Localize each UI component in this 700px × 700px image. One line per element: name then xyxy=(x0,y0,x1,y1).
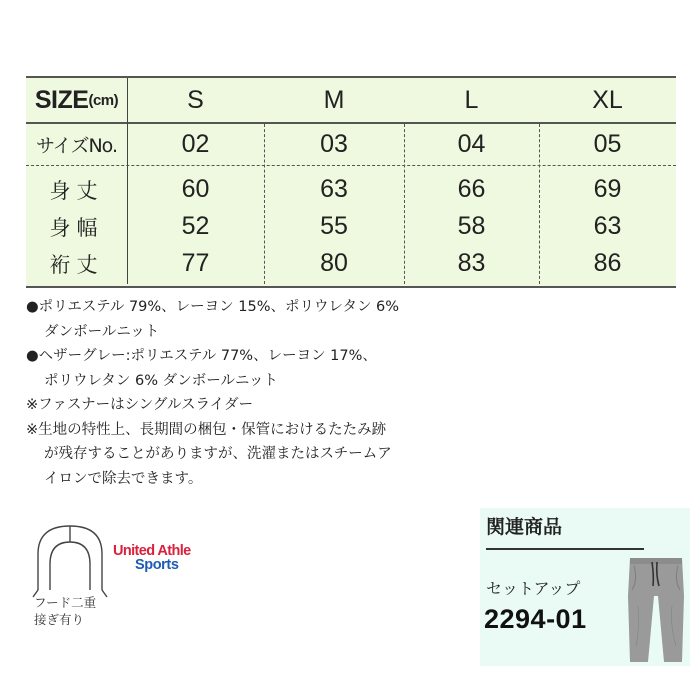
note-fastener xyxy=(26,393,506,418)
size-xl: XL xyxy=(592,85,623,114)
measurement-label: 身幅 xyxy=(49,215,104,240)
hood-caption-line: フード二重 xyxy=(34,595,97,610)
label-column-divider xyxy=(127,78,128,284)
size-number-value: 05 xyxy=(593,130,622,158)
united-athle-sports-logo xyxy=(113,544,191,572)
measurement-value: 80 xyxy=(320,249,348,277)
size-m: M xyxy=(323,85,345,114)
measurement-value: 83 xyxy=(457,249,486,277)
measurement-rows xyxy=(26,167,676,284)
size-number-label: サイズNo. xyxy=(35,135,118,157)
measurement-row-body-length xyxy=(26,171,676,208)
note-material xyxy=(26,295,506,344)
measurement-value: 63 xyxy=(593,212,622,240)
size-number-value: 04 xyxy=(457,130,486,158)
measurement-value: 77 xyxy=(181,249,210,277)
column-divider xyxy=(264,124,265,284)
measurement-label: 身丈 xyxy=(49,178,104,203)
gray-sweatpants-image[interactable] xyxy=(626,556,686,666)
size-table xyxy=(26,76,676,288)
measurement-row-sleeve-length xyxy=(26,245,676,282)
measurement-value: 86 xyxy=(593,249,622,277)
note-line: が残存することがありますが、洗濯またはスチームア xyxy=(44,446,392,462)
related-divider xyxy=(486,548,644,550)
measurement-value: 69 xyxy=(593,175,622,203)
related-product-card[interactable] xyxy=(480,508,690,666)
measurement-label: 裄丈 xyxy=(49,252,104,277)
size-unit: (cm) xyxy=(88,91,119,109)
size-l: L xyxy=(464,85,479,114)
hood-caption xyxy=(34,594,96,628)
size-title xyxy=(26,78,127,122)
product-notes xyxy=(26,295,506,491)
column-divider xyxy=(539,124,540,284)
note-line: ※ファスナーはシングルスライダー xyxy=(26,397,254,413)
hood-caption-line: 接ぎ有り xyxy=(34,612,85,627)
note-fold-marks xyxy=(26,418,506,492)
size-title-text: SIZE xyxy=(34,85,89,114)
note-line: ダンボールニット xyxy=(44,323,160,340)
related-title: 関連商品 xyxy=(486,516,563,538)
measurement-value: 58 xyxy=(457,212,486,240)
measurement-value: 63 xyxy=(320,175,348,203)
note-line: ●ヘザーグレー:ポリエステル 77%、レーヨン 17%、 xyxy=(26,348,377,364)
note-line: イロンで除去できます。 xyxy=(44,470,203,487)
related-product-code[interactable]: 2294-01 xyxy=(484,604,587,634)
logo-line-sports: Sports xyxy=(135,557,179,573)
measurement-value: 52 xyxy=(181,212,210,240)
note-line: ●ポリエステル 79%、レーヨン 15%、ポリウレタン 6% xyxy=(26,299,400,315)
measurement-value: 55 xyxy=(320,212,348,240)
note-line: ※生地の特性上、長期間の梱包・保管におけるたたみ跡 xyxy=(26,421,387,438)
measurement-value: 60 xyxy=(181,175,210,203)
size-number-value: 03 xyxy=(320,130,348,158)
logo-line-united-athle: United Athle xyxy=(113,543,191,559)
measurement-value: 66 xyxy=(457,175,486,203)
size-s: S xyxy=(187,85,204,114)
size-header-row xyxy=(26,78,676,124)
note-heather-gray xyxy=(26,344,506,393)
column-divider xyxy=(404,124,405,284)
size-number-row xyxy=(26,124,676,166)
note-line: ポリウレタン 6% ダンボールニット xyxy=(44,372,278,389)
measurement-row-body-width xyxy=(26,208,676,245)
related-subtitle: セットアップ xyxy=(486,579,581,598)
size-number-value: 02 xyxy=(181,130,210,158)
